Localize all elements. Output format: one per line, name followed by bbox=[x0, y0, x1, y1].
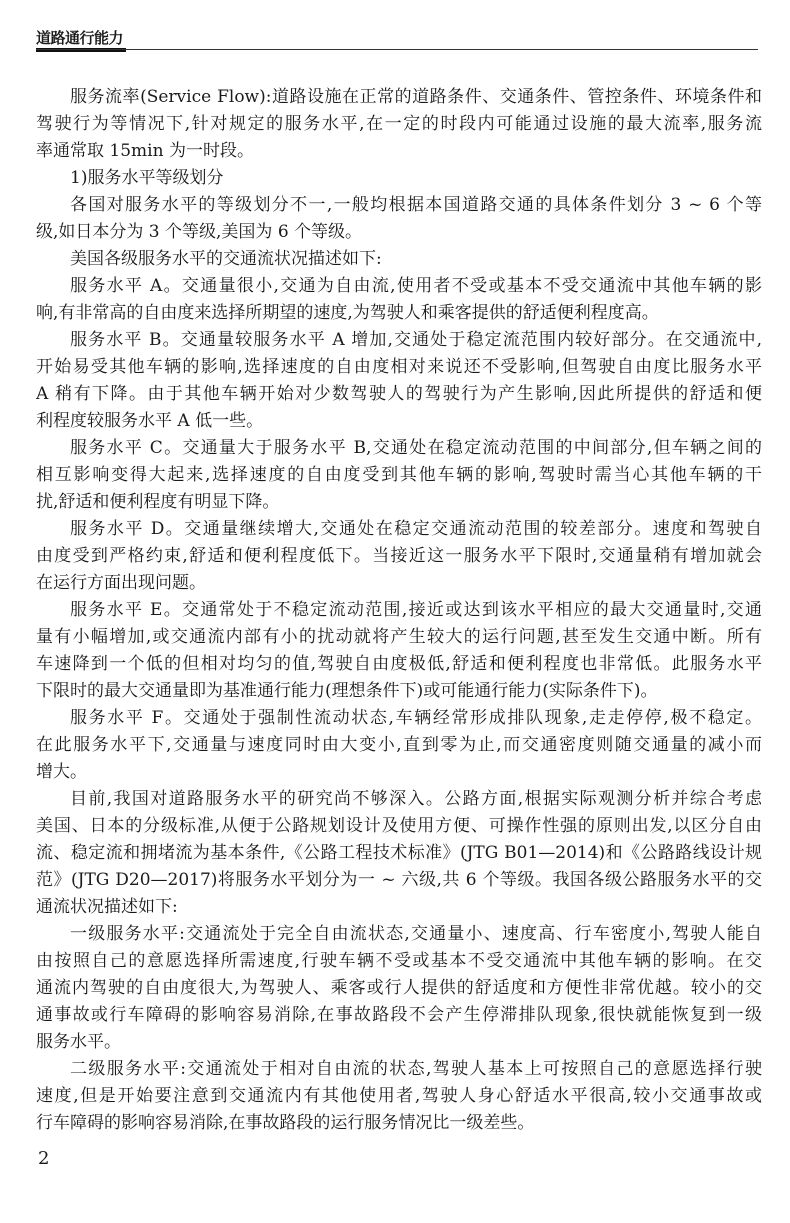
text-line: 率通常取 15min 为一时段。 bbox=[36, 141, 254, 161]
text-line: 扰,舒适和便利程度有明显下降。 bbox=[36, 492, 280, 512]
text-line: 在运行方面出现问题。 bbox=[36, 573, 206, 593]
text-line: 范》(JTG D20—2017)将服务水平划分为一 ~ 六级,共 6 个等级。我国各级公路服务水平的交 bbox=[36, 870, 762, 890]
text-line: 开始易受其他车辆的影响,选择速度的自由度相对来说还不受影响,但驾驶自由度比服务水平 bbox=[36, 357, 762, 377]
text-line: 下限时的最大交通量即为基准通行能力(理想条件下)或可能通行能力(实际条件下)。 bbox=[36, 681, 658, 701]
text-line: 服务水平。 bbox=[36, 1032, 121, 1052]
text-line: 服务流率(Service Flow):道路设施在正常的道路条件、交通条件、管控条件、环境条件和 bbox=[70, 87, 762, 107]
text-line: 响,有非常高的自由度来选择所期望的速度,为驾驶人和乘客提供的舒适便利程度高。 bbox=[36, 303, 659, 323]
page-body bbox=[36, 84, 762, 1137]
text-line: 服务水平 E。交通常处于不稳定流动范围,接近或达到该水平相应的最大交通量时,交通 bbox=[70, 600, 762, 620]
text-line: 速度,但是开始要注意到交通流内有其他使用者,驾驶人身心舒适水平很高,较小交通事故或 bbox=[36, 1086, 762, 1106]
text-line: 流、稳定流和拥堵流为基本条件,《公路工程技术标准》(JTG B01—2014)和《公路路线设计规 bbox=[36, 843, 762, 863]
text-line: 行车障碍的影响容易消除,在事故路段的运行服务情况比一级差些。 bbox=[36, 1113, 535, 1133]
text-line: 通流内驾驶的自由度很大,为驾驶人、乘客或行人提供的舒适度和方便性非常优越。较小的交 bbox=[36, 978, 762, 998]
text-line: 目前,我国对道路服务水平的研究尚不够深入。公路方面,根据实际观测分析并综合考虑 bbox=[70, 789, 762, 809]
text-line: 通事故或行车障碍的影响容易消除,在事故路段不会产生停滞排队现象,很快就能恢复到一级 bbox=[36, 1005, 762, 1025]
header-rule bbox=[36, 49, 758, 50]
text-line: 服务水平 F。交通处于强制性流动状态,车辆经常形成排队现象,走走停停,极不稳定。 bbox=[70, 708, 762, 728]
text-line: 服务水平 D。交通量继续增大,交通处在稳定交通流动范围的较差部分。速度和驾驶自 bbox=[70, 519, 762, 539]
text-line: 量有小幅增加,或交通流内部有小的扰动就将产生较大的运行问题,甚至发生交通中断。所有 bbox=[36, 627, 762, 647]
text-line: 在此服务水平下,交通量与速度同时由大变小,直到零为止,而交通密度则随交通量的减小而 bbox=[36, 735, 762, 755]
text-line: 一级服务水平:交通流处于完全自由流状态,交通量小、速度高、行车密度小,驾驶人能自 bbox=[70, 924, 762, 944]
text-line: 服务水平 C。交通量大于服务水平 B,交通处在稳定流动范围的中间部分,但车辆之间的 bbox=[70, 438, 762, 458]
text-line: 通流状况描述如下: bbox=[36, 897, 178, 917]
text-line: 驾驶行为等情况下,针对规定的服务水平,在一定的时段内可能通过设施的最大流率,服务流 bbox=[36, 114, 762, 134]
text-line: 服务水平 B。交通量较服务水平 A 增加,交通处于稳定流范围内较好部分。在交通流中, bbox=[70, 330, 762, 350]
page-number: 2 bbox=[38, 1148, 50, 1169]
running-header: 道路通行能力 bbox=[36, 29, 124, 47]
text-line: 由度受到严格约束,舒适和便利程度低下。当接近这一服务水平下限时,交通量稍有增加就会 bbox=[36, 546, 762, 566]
text-line: 相互影响变得大起来,选择速度的自由度受到其他车辆的影响,驾驶时需当心其他车辆的干 bbox=[36, 465, 762, 485]
text-line: 级,如日本分为 3 个等级,美国为 6 个等级。 bbox=[36, 222, 363, 242]
text-line: A 稍有下降。由于其他车辆开始对少数驾驶人的驾驶行为产生影响,因此所提供的舒适和便 bbox=[36, 384, 762, 404]
text-line: 二级服务水平:交通流处于相对自由流的状态,驾驶人基本上可按照自己的意愿选择行驶 bbox=[70, 1059, 762, 1079]
text-line: 各国对服务水平的等级划分不一,一般均根据本国道路交通的具体条件划分 3 ~ 6 个等 bbox=[70, 195, 762, 215]
text-line: 增大。 bbox=[36, 762, 87, 782]
text-line: 服务水平 A。交通量很小,交通为自由流,使用者不受或基本不受交通流中其他车辆的影 bbox=[70, 276, 762, 296]
text-line: 美国、日本的分级标准,从便于公路规划设计及使用方便、可操作性强的原则出发,以区分自由 bbox=[36, 816, 762, 836]
text-line: 由按照自己的意愿选择所需速度,行驶车辆不受或基本不受交通流中其他车辆的影响。在交 bbox=[36, 951, 762, 971]
text-line: 利程度较服务水平 A 低一些。 bbox=[36, 411, 264, 431]
text-line: 车速降到一个低的但相对均匀的值,驾驶自由度极低,舒适和便利程度也非常低。此服务水平 bbox=[36, 654, 762, 674]
text-line: 1)服务水平等级划分 bbox=[70, 168, 224, 188]
text-line: 美国各级服务水平的交通流状况描述如下: bbox=[70, 249, 382, 269]
